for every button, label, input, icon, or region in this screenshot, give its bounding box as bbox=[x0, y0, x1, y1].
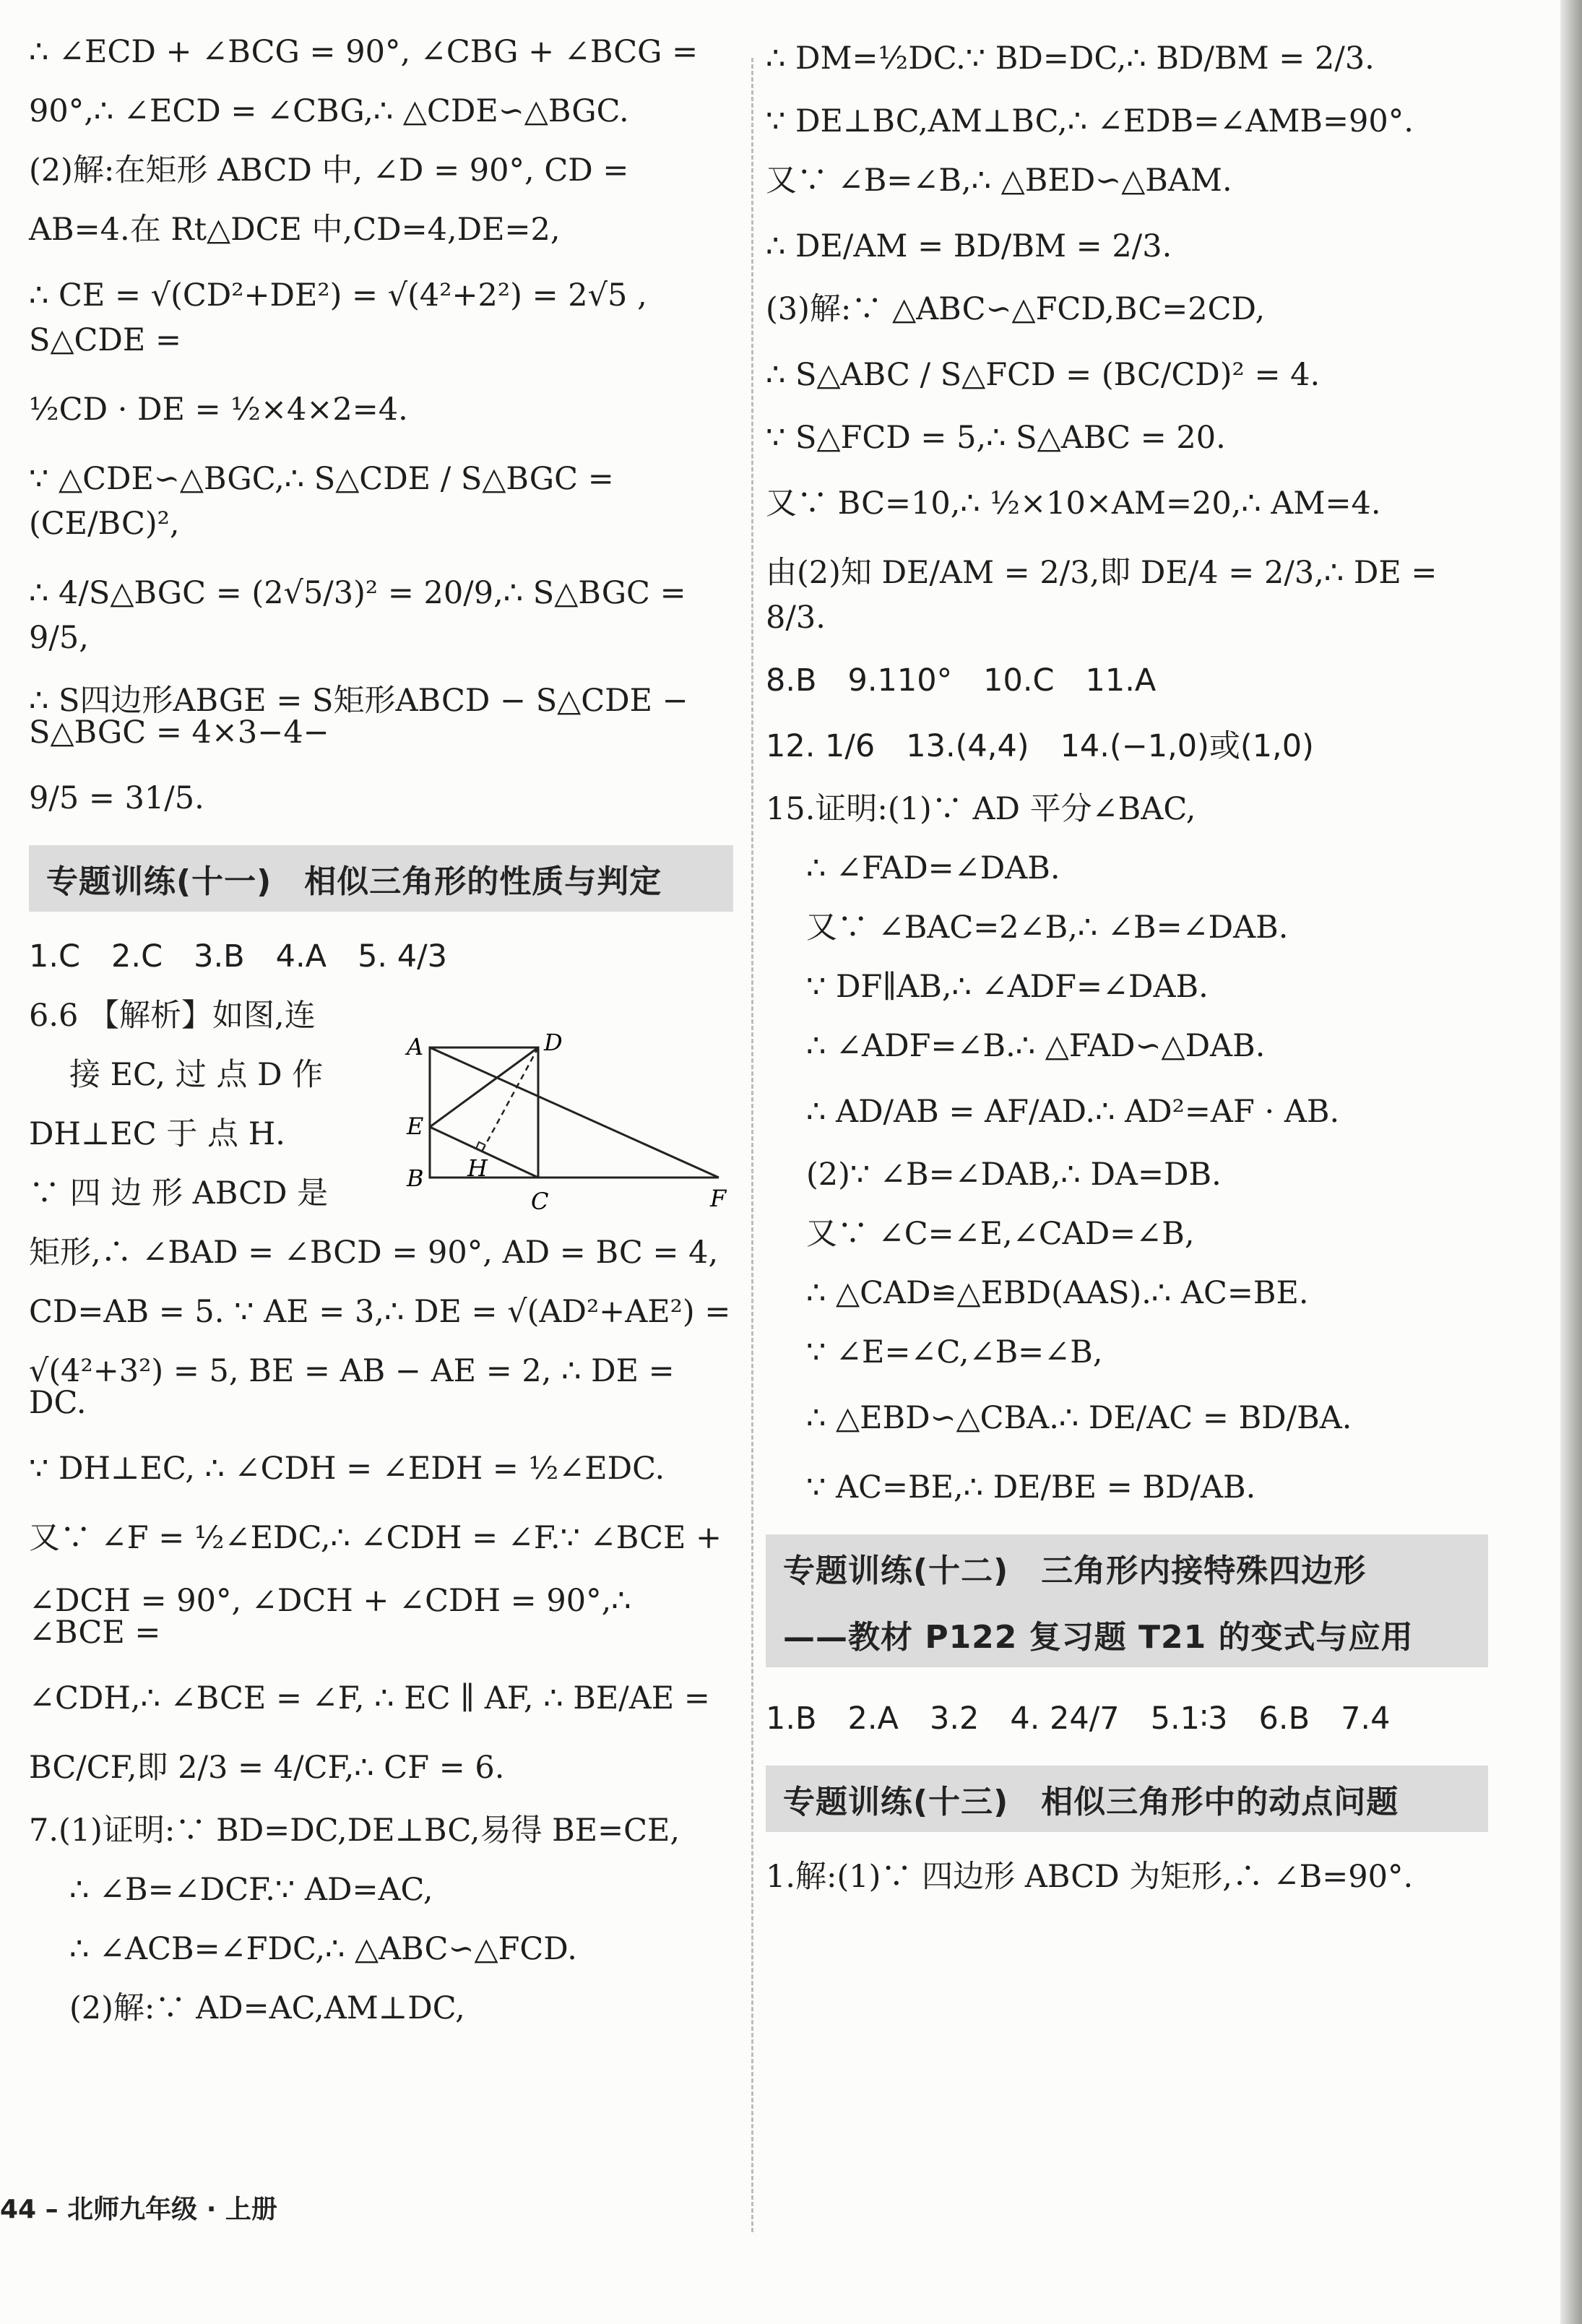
text-line: 又∵ BC=10,∴ ½×10×AM=20,∴ AM=4. bbox=[766, 485, 1381, 522]
answer-line: 1.B 2.A 3.2 4. 24/7 5.1∶3 6.B 7.4 bbox=[766, 1701, 1391, 1737]
text-line: 90°,∴ ∠ECD = ∠CBG,∴ △CDE∽△BGC. bbox=[29, 93, 629, 129]
label-b: B bbox=[407, 1165, 424, 1192]
text-line: ∴ △CAD≌△EBD(AAS).∴ AC=BE. bbox=[806, 1275, 1309, 1311]
section-header-12: 专题训练(十二) 三角形内接特殊四边形 bbox=[766, 1534, 1488, 1601]
text-line: ∴ ∠B=∠DCF.∵ AD=AC, bbox=[69, 1872, 433, 1908]
label-e: E bbox=[407, 1113, 424, 1140]
text-line: ½CD · DE = ½×4×2=4. bbox=[29, 392, 408, 428]
text-line: (2)解:在矩形 ABCD 中, ∠D = 90°, CD = bbox=[29, 152, 629, 189]
text-line: ∵ 四 边 形 ABCD 是 bbox=[29, 1175, 329, 1211]
section-subheader-12: ——教材 P122 复习题 T21 的变式与应用 bbox=[766, 1601, 1488, 1667]
section-header-11: 专题训练(十一) 相似三角形的性质与判定 bbox=[29, 845, 733, 912]
text-line: 1.解:(1)∵ 四边形 ABCD 为矩形,∴ ∠B=90°. bbox=[766, 1859, 1414, 1895]
text-line: 7.(1)证明:∵ BD=DC,DE⊥BC,易得 BE=CE, bbox=[29, 1813, 680, 1849]
text-line: ∴ ∠FAD=∠DAB. bbox=[806, 850, 1060, 886]
line-de bbox=[430, 1047, 538, 1127]
text-line: 又∵ ∠C=∠E,∠CAD=∠B, bbox=[806, 1216, 1195, 1252]
text-line: ∠DCH = 90°, ∠DCH + ∠CDH = 90°,∴ ∠BCE = bbox=[29, 1583, 641, 1651]
text-line: ∴ 4/S△BGC = (2√5/3)² = 20/9,∴ S△BGC = 9/5, bbox=[29, 575, 696, 656]
text-line: 又∵ ∠F = ½∠EDC,∴ ∠CDH = ∠F.∵ ∠BCE + bbox=[29, 1520, 722, 1556]
text-line: ∵ DH⊥EC, ∴ ∠CDH = ∠EDH = ½∠EDC. bbox=[29, 1451, 665, 1487]
text-line: 9/5 = 31/5. bbox=[29, 780, 204, 816]
page-footer: 44 – 北师九年级 · 上册 bbox=[0, 2195, 277, 2224]
text-line: ∴ CE = √(CD²+DE²) = √(4²+2²) = 2√5 , S△CDE = bbox=[29, 277, 657, 358]
text-line: ∵ DF∥AB,∴ ∠ADF=∠DAB. bbox=[806, 969, 1209, 1005]
text-line: CD=AB = 5. ∵ AE = 3,∴ DE = √(AD²+AE²) = bbox=[29, 1294, 731, 1330]
line-dh bbox=[482, 1047, 538, 1152]
text-line: ∴ ∠ADF=∠B.∴ △FAD∽△DAB. bbox=[806, 1028, 1266, 1064]
text-line: ∴ S△ABC / S△FCD = (BC/CD)² = 4. bbox=[766, 357, 1321, 393]
text-line: DH⊥EC 于 点 H. bbox=[29, 1116, 285, 1152]
text-line: ∴ AD/AB = AF/AD.∴ AD²=AF · AB. bbox=[806, 1094, 1340, 1130]
column-divider bbox=[751, 58, 756, 2232]
text-line: 又∵ ∠BAC=2∠B,∴ ∠B=∠DAB. bbox=[806, 910, 1289, 946]
text-line: 又∵ ∠B=∠B,∴ △BED∽△BAM. bbox=[766, 163, 1232, 199]
text-line: ∴ ∠ACB=∠FDC,∴ △ABC∽△FCD. bbox=[69, 1931, 577, 1967]
label-d: D bbox=[544, 1033, 563, 1056]
page-edge-shadow bbox=[1560, 0, 1582, 2324]
text-line: ∴ ∠ECD + ∠BCG = 90°, ∠CBG + ∠BCG = bbox=[29, 34, 699, 70]
text-line: AB=4.在 Rt△DCE 中,CD=4,DE=2, bbox=[29, 212, 561, 248]
text-line: ∵ AC=BE,∴ DE/BE = BD/AB. bbox=[806, 1469, 1256, 1506]
text-line: ∵ ∠E=∠C,∠B=∠B, bbox=[806, 1334, 1103, 1370]
answer-line: 12. 1/6 13.(4,4) 14.(−1,0)或(1,0) bbox=[766, 728, 1314, 764]
label-c: C bbox=[531, 1188, 549, 1215]
text-line: ∵ S△FCD = 5,∴ S△ABC = 20. bbox=[766, 420, 1226, 456]
text-line: ∴ DM=½DC.∵ BD=DC,∴ BD/BM = 2/3. bbox=[766, 40, 1375, 77]
text-line: (3)解:∵ △ABC∽△FCD,BC=2CD, bbox=[766, 291, 1266, 327]
right-column bbox=[766, 36, 1488, 1920]
answer-line: 1.C 2.C 3.B 4.A 5. 4/3 bbox=[29, 938, 447, 975]
geometry-figure bbox=[401, 1033, 740, 1221]
text-line: ∵ △CDE∽△BGC,∴ S△CDE / S△BGC = (CE/BC)², bbox=[29, 461, 624, 542]
text-line: BC/CF,即 2/3 = 4/CF,∴ CF = 6. bbox=[29, 1750, 505, 1786]
section-header-13: 专题训练(十三) 相似三角形中的动点问题 bbox=[766, 1766, 1488, 1832]
text-line: 接 EC, 过 点 D 作 bbox=[69, 1057, 324, 1093]
label-f: F bbox=[710, 1185, 727, 1212]
text-line: ∴ DE/AM = BD/BM = 2/3. bbox=[766, 228, 1172, 264]
text-line: 15.证明:(1)∵ AD 平分∠BAC, bbox=[766, 791, 1196, 827]
text-line: (2)解:∵ AD=AC,AM⊥DC, bbox=[69, 1990, 465, 2026]
text-line: 矩形,∴ ∠BAD = ∠BCD = 90°, AD = BC = 4, bbox=[29, 1235, 719, 1271]
text-line: ∴ △EBD∽△CBA.∴ DE/AC = BD/BA. bbox=[806, 1400, 1352, 1436]
text-line: ∴ S四边形ABGE = S矩形ABCD − S△CDE − S△BGC = 4×3−4− bbox=[29, 683, 699, 751]
text-line: (2)∵ ∠B=∠DAB,∴ DA=DB. bbox=[806, 1157, 1222, 1193]
label-h: H bbox=[467, 1154, 488, 1182]
text-line: 由(2)知 DE/AM = 2/3,即 DE/4 = 2/3,∴ DE = 8/3. bbox=[766, 555, 1448, 636]
answer-line: 8.B 9.110° 10.C 11.A bbox=[766, 662, 1157, 699]
label-a: A bbox=[407, 1033, 424, 1061]
text-line: √(4²+3²) = 5, BE = AB − AE = 2, ∴ DE = DC. bbox=[29, 1353, 685, 1421]
text-line: ∵ DE⊥BC,AM⊥BC,∴ ∠EDB=∠AMB=90°. bbox=[766, 103, 1414, 139]
text-line: ∠CDH,∴ ∠BCE = ∠F, ∴ EC ∥ AF, ∴ BE/AE = bbox=[29, 1680, 710, 1716]
text-line: 6.6 【解析】如图,连 bbox=[29, 998, 316, 1034]
